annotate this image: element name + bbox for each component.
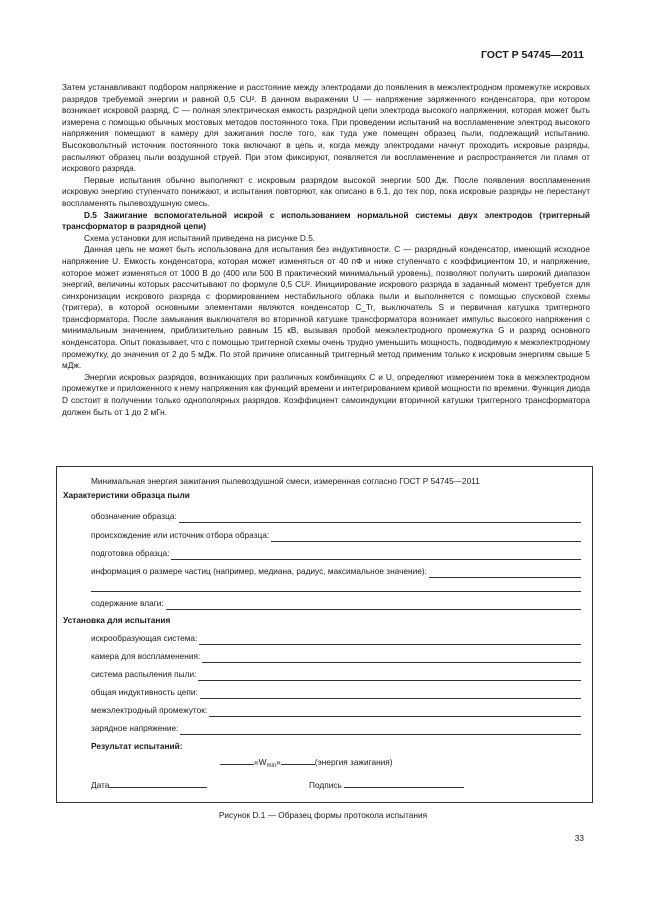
energy-note: (энергия зажигания) [314, 757, 393, 767]
field-gap [91, 705, 581, 717]
field-sample-prep [91, 548, 581, 560]
paragraph-first-tests: Первые испытания обычно выполняют с искровым разрядом высокой энергии 500 Дж. После появления воспламенения искровую энергию ступенчато понижают, и испытания повторяют, как описано в 6.1, до тех пор, пока искровые разряды не перестанут воспламенять пылевоздушную смесь. [62, 174, 590, 208]
blank-line [166, 601, 581, 610]
form-title: Минимальная энергия зажигания пылевоздушной смеси, измеренная согласно ГОСТ Р 54745—2011 [91, 476, 480, 486]
field-dispersion-system [91, 669, 581, 681]
blank-line [202, 654, 581, 663]
blank-line [199, 636, 581, 645]
blank-line [281, 756, 315, 765]
blank-line [344, 779, 464, 788]
blank-line [180, 726, 581, 735]
field-sample-designation [91, 511, 581, 523]
section-test-setup: Установка для испытания [63, 615, 171, 625]
date-field [91, 779, 207, 792]
label-spark-system: искрообразующая система: [91, 633, 198, 644]
blank-line [271, 533, 581, 542]
paragraph-scheme: Схема установки для испытаний приведена на рисунке D.5. [84, 232, 316, 243]
field-moisture [91, 598, 581, 610]
blank-line [109, 779, 207, 788]
page-number: 33 [574, 833, 584, 843]
label-sample-designation: обозначение образца: [91, 511, 177, 522]
test-result-label: Результат испытаний: [91, 741, 183, 751]
blank-line [429, 569, 581, 578]
field-inductance [91, 687, 581, 699]
body-text [62, 82, 590, 418]
field-spark-system [91, 633, 581, 645]
energy-subscript: min [266, 763, 277, 769]
label-gap: межэлектродный промежуток: [91, 705, 208, 716]
blank-line [220, 756, 254, 765]
figure-caption: Рисунок D.1 — Образец формы протокола испытания [218, 810, 428, 820]
date-label: Дата [91, 780, 110, 790]
label-charge-voltage: зарядное напряжение: [91, 723, 179, 734]
label-sample-origin: происхождение или источник отбора образца: [91, 530, 270, 541]
blank-line [171, 551, 581, 560]
label-sample-prep: подготовка образца: [91, 548, 170, 559]
field-ignition-chamber [91, 651, 581, 663]
field-charge-voltage [91, 723, 581, 735]
signature-label: Подпись [309, 780, 342, 790]
blank-line [200, 690, 581, 699]
label-moisture: содержание влаги: [91, 598, 164, 609]
field-sample-origin [91, 530, 581, 542]
standard-number: ГОСТ Р 54745—2011 [480, 49, 584, 61]
blank-line [198, 672, 581, 681]
label-dispersion-system: система распыления пыли: [91, 669, 197, 680]
paragraph-energies: Энергии искровых разрядов, возникающих при различных комбинациях C и U, определяют измерением тока в межэлектродном промежутке и приложенного к нему напряжения как функций времени и интегрированием кривой мощности по времени. Функция диода D состоит в получении только однополярных разрядов. Коэффициент самоиндукции вторичной катушки триггерного трансформатора должен быть от 1 до 2 мГн. [62, 371, 590, 417]
field-particle-info [91, 566, 581, 578]
ignition-energy-field [220, 756, 393, 769]
label-particle-info: информация о размере частиц (например, медиана, радиус, максимальное значение): [91, 566, 427, 577]
label-ignition-chamber: камера для воспламенения: [91, 651, 201, 662]
blank-line-extra [91, 591, 581, 592]
section-heading-d5: D.5 Зажигание вспомогательной искрой с использованием нормальной системы двух электродов (триггерный трансформатор в разрядной цепи) [62, 209, 590, 232]
energy-symbol-close: » [276, 757, 281, 767]
energy-symbol: «W [254, 757, 267, 767]
label-inductance: общая индуктивность цепи: [91, 687, 198, 698]
section-dust-sample: Характеристики образца пыли [63, 490, 190, 500]
protocol-form [56, 466, 593, 803]
paragraph-circuit: Данная цепь не может быть использована для испытания без индуктивности. C — разрядный конденсатор, имеющий исходное напряжение U. Емкость конденсатора, которая может изменяться от 40 пФ и ниже ступенчато с коэффициентом 10, и напряжение, которое может изменяться от 1000 В до (400 или 500 В практический минимальный уровень), позволяют получить широкий диапазон энергий, величины которых рассчитывают по формуле 0,5 CU². Инициирование искрового разряда в заданный момент требуется для синхронизации искрового разряда с формированием нестабильного облака пыли и выполняется с помощью спусковой схемы (триггера), в которой основными элементами являются конденсатор C_Tr, выключатель S и первичная катушка триггерного трансформатора. После замыкания выключателя во вторичной катушке трансформатора возникает импульс высокого напряжения с минимальным значением, приблизительно равным 15 кВ, вызывая пробой межэлектродного промежутка G и разряд основного конденсатора. Опыт показывает, что с помощью триггерной схемы очень трудно уменьшить мощность, подводимую к межэлектродному промежутку, до значения от 2 до 5 мДж. По этой причине описанный триггерный метод применим только к искровым энергиям свыше 5 мДж. [62, 244, 590, 371]
paragraph-setup: Затем устанавливают подбором напряжение и расстояние между электродами до появления в межэлектродном промежутке искровых разрядов требуемой энергии и равной 0,5 CU². В данном выражении U — напряжение заряженного конденсатора, при котором возникает искровой разряд, C — полная электрическая емкость разрядной цепи электрода высокого напряжения, которая может быть измерена с помощью обычных мостовых методов постоянного тока. При проведении испытаний на воспламенение электрод высокого напряжения помещают в камеру для зажигания после того, как туда уже помещен образец пыли, подлежащий испытанию. Высоковольтный источник постоянного тока включают в цепь и, когда между электродами начнут проходить искровые разряды, распыляют образец пыли воздушной струей. При этом фиксируют, появляется ли воспламенение и распространяется ли пламя от искрового разряда. [62, 82, 590, 174]
signature-field [309, 779, 464, 792]
blank-line [209, 708, 581, 717]
blank-line [179, 514, 581, 523]
